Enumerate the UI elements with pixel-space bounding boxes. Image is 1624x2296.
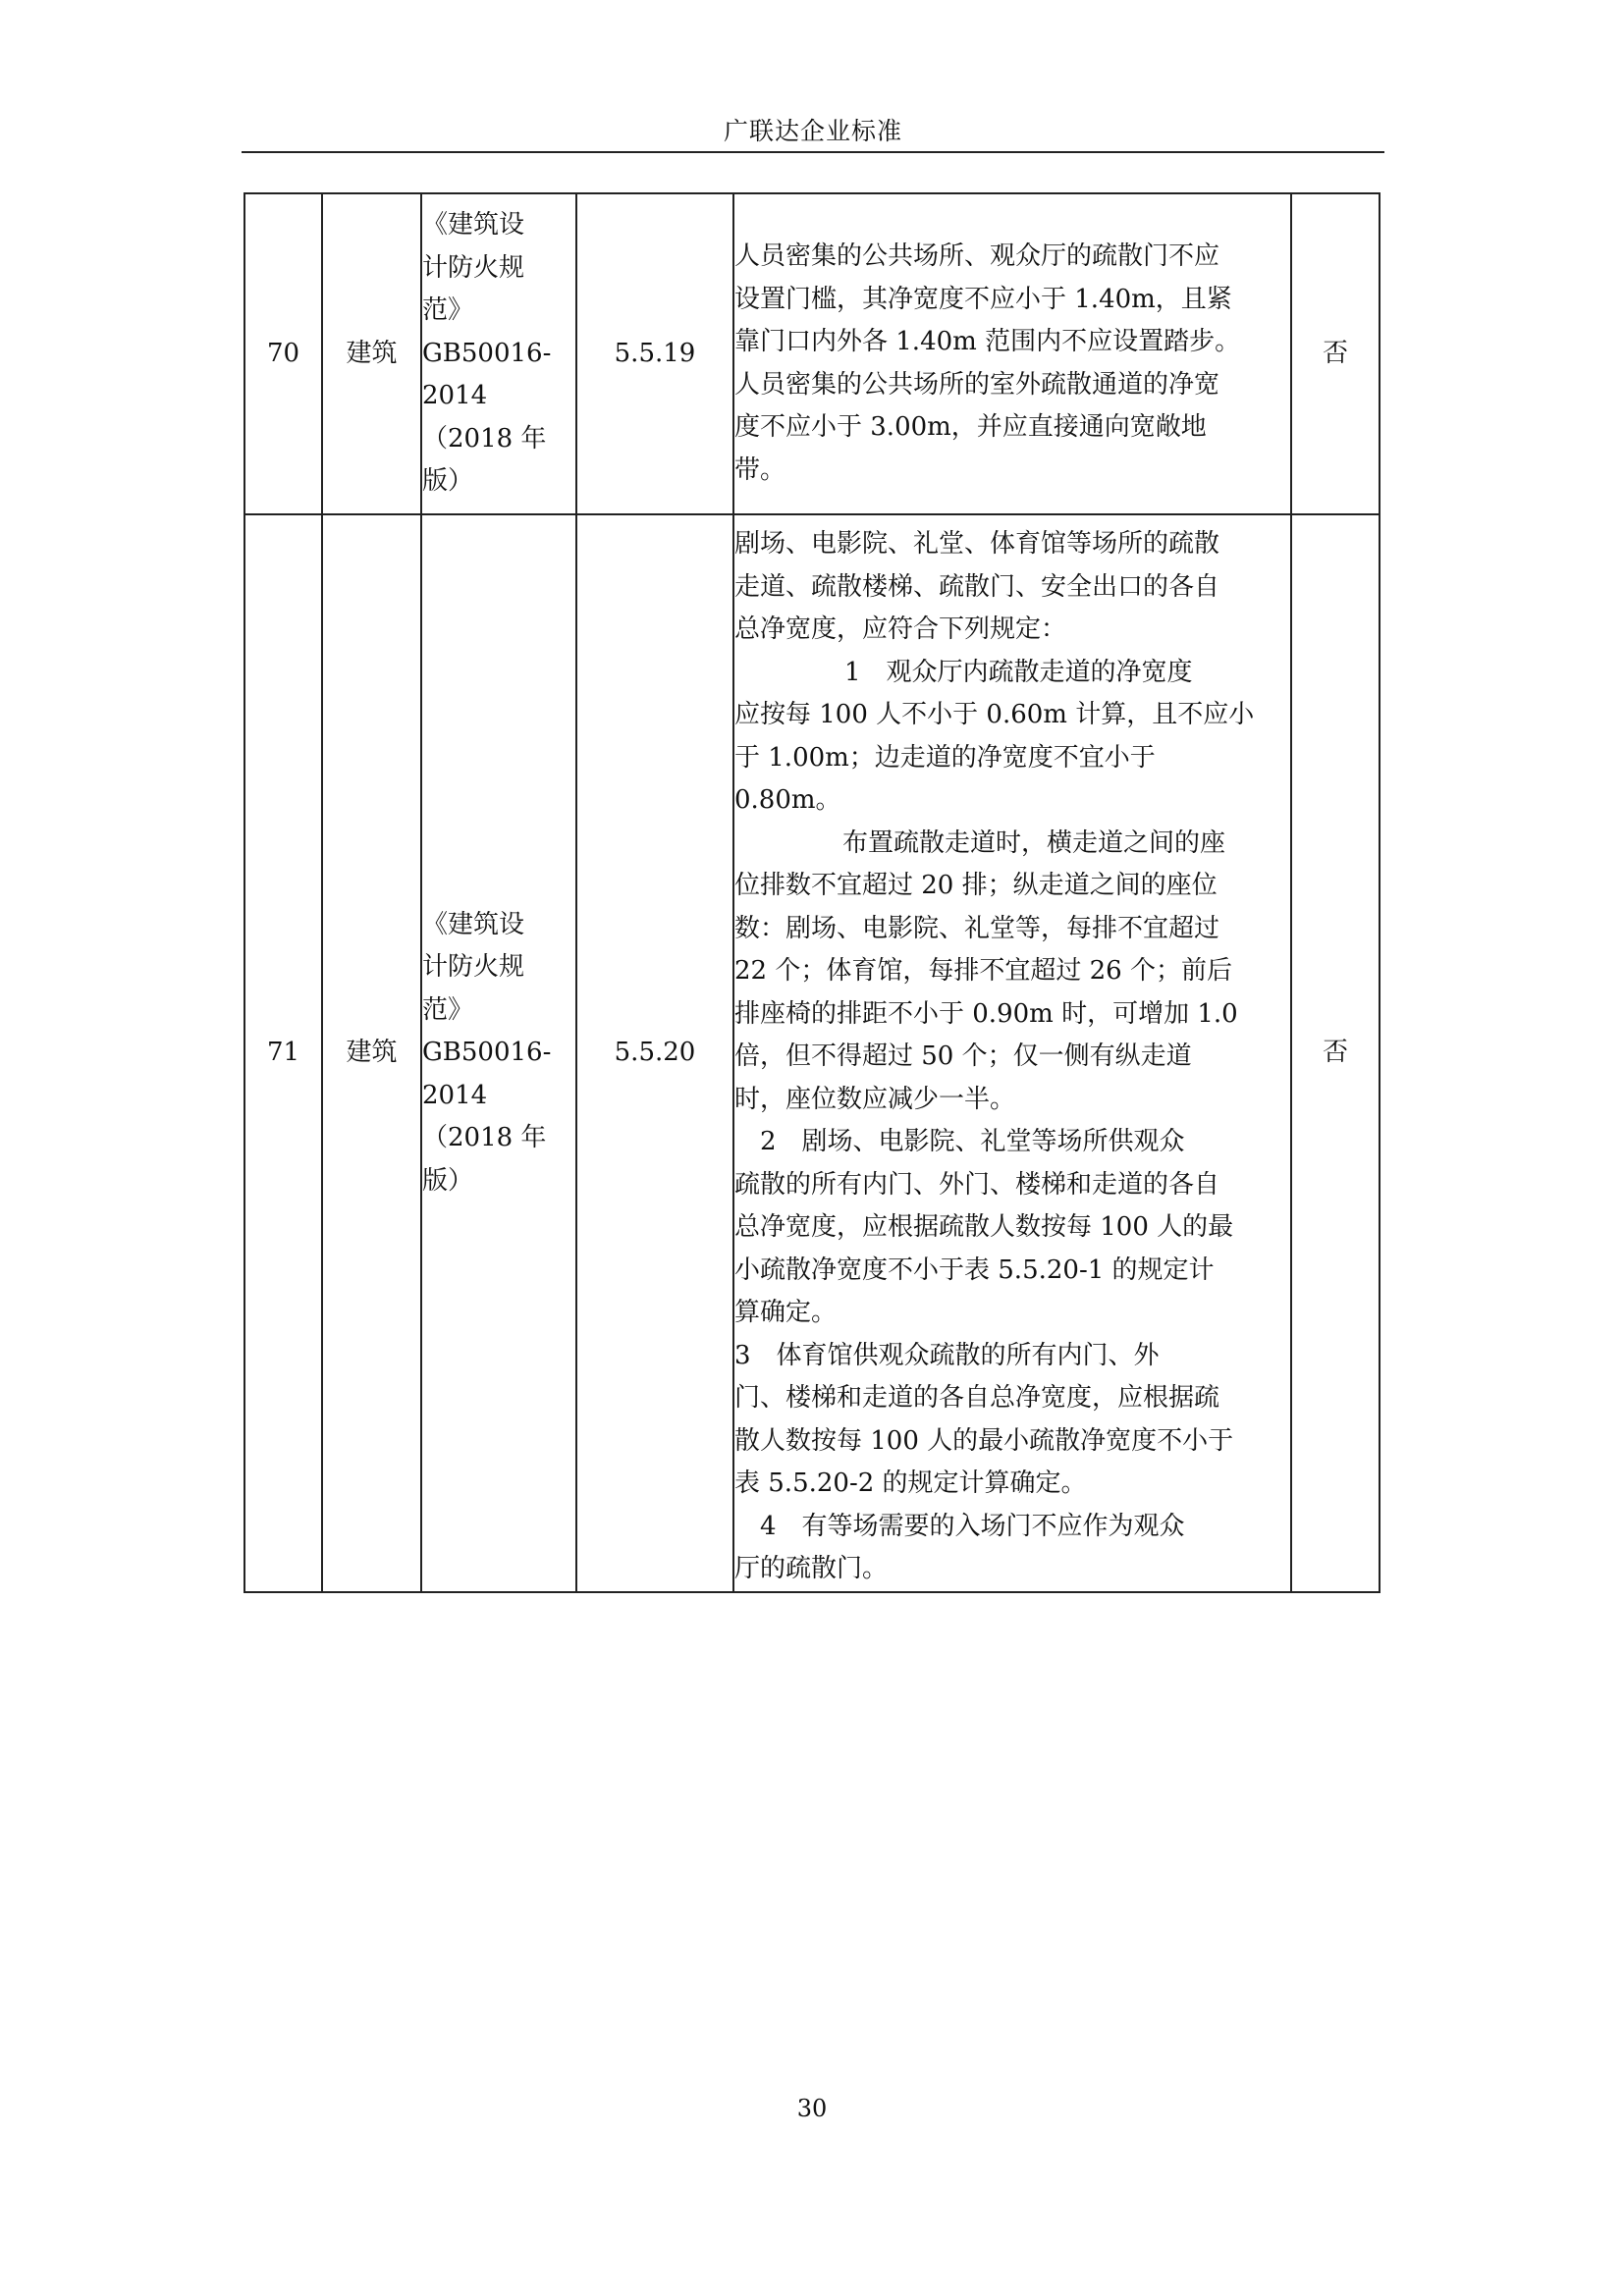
row-category: 建筑 xyxy=(322,514,421,1592)
row-clause: 5.5.19 xyxy=(576,193,733,514)
content-line: 22 个；体育馆，每排不宜超过 26 个；前后 xyxy=(734,956,1232,986)
content-line: 位排数不宜超过 20 排；纵走道之间的座位 xyxy=(734,871,1218,900)
standard-line: 《建筑设 xyxy=(422,210,525,240)
content-line: 人员密集的公共场所的室外疏散通道的净宽 xyxy=(734,369,1220,400)
content-line: 表 5.5.20-2 的规定计算确定。 xyxy=(734,1468,1087,1498)
standard-line: 2014 xyxy=(422,381,488,411)
standard-line: 计防火规 xyxy=(422,252,525,283)
content-line: 走道、疏散楼梯、疏散门、安全出口的各自 xyxy=(734,571,1220,602)
standard-line: 《建筑设 xyxy=(422,909,525,939)
content-line: 疏散的所有内门、外门、楼梯和走道的各自 xyxy=(734,1169,1220,1200)
row-compliance: 否 xyxy=(1291,514,1380,1592)
standards-table xyxy=(244,192,1380,1593)
content-line: 应按每 100 人不小于 0.60m 计算，且不应小 xyxy=(734,700,1255,729)
content-line: 小疏散净宽度不小于表 5.5.20-1 的规定计 xyxy=(734,1255,1215,1285)
content-line: 于 1.00m；边走道的净宽度不宜小于 xyxy=(734,742,1156,773)
standard-line: 计防火规 xyxy=(422,952,525,982)
content-line: 1 观众厅内疏散走道的净宽度 xyxy=(844,657,1193,687)
row-number: 71 xyxy=(244,514,322,1592)
row-standard xyxy=(421,193,576,514)
standard-line: 版） xyxy=(422,1165,474,1196)
table-row xyxy=(244,193,1380,514)
row-number: 70 xyxy=(244,193,322,514)
content-line: 散人数按每 100 人的最小疏散净宽度不小于 xyxy=(734,1425,1234,1456)
content-line: 数：剧场、电影院、礼堂等，每排不宜超过 xyxy=(734,913,1220,943)
header-title: 广联达企业标准 xyxy=(723,117,902,145)
content-line: 人员密集的公共场所、观众厅的疏散门不应 xyxy=(734,241,1220,271)
content-line: 算确定。 xyxy=(734,1298,838,1327)
content-line: 度不应小于 3.00m，并应直接通向宽敞地 xyxy=(734,412,1207,442)
content-line: 时，座位数应减少一半。 xyxy=(734,1084,1016,1114)
table-row xyxy=(244,514,1380,1592)
standard-line: （2018 年 xyxy=(422,423,547,454)
content-line: 0.80m。 xyxy=(734,785,841,815)
row-content xyxy=(733,514,1291,1592)
row-category: 建筑 xyxy=(322,193,421,514)
content-line: 厅的疏散门。 xyxy=(734,1554,889,1583)
content-line: 倍，但不得超过 50 个；仅一侧有纵走道 xyxy=(734,1041,1192,1071)
content-line: 布置疏散走道时，横走道之间的座 xyxy=(842,828,1226,858)
row-clause: 5.5.20 xyxy=(576,514,733,1592)
page-number: 30 xyxy=(796,2095,828,2122)
row-compliance: 否 xyxy=(1291,193,1380,514)
content-line: 剧场、电影院、礼堂、体育馆等场所的疏散 xyxy=(734,529,1220,559)
content-line: 总净宽度，应根据疏散人数按每 100 人的最 xyxy=(734,1212,1234,1242)
standard-line: （2018 年 xyxy=(422,1123,547,1152)
standard-line: 范》 xyxy=(422,295,474,326)
content-line: 3 体育馆供观众疏散的所有内门、外 xyxy=(734,1340,1160,1370)
standard-line: 范》 xyxy=(422,994,474,1025)
content-line: 2 剧场、电影院、礼堂等场所供观众 xyxy=(760,1127,1185,1156)
content-line: 设置门槛，其净宽度不应小于 1.40m，且紧 xyxy=(734,284,1232,314)
standard-line: 2014 xyxy=(422,1080,488,1110)
content-line: 靠门口内外各 1.40m 范围内不应设置踏步。 xyxy=(734,327,1241,356)
content-line: 4 有等场需要的入场门不应作为观众 xyxy=(760,1511,1185,1541)
row-content xyxy=(733,193,1291,514)
header-divider xyxy=(242,151,1384,153)
content-line: 带。 xyxy=(734,454,786,485)
content-line: 排座椅的排距不小于 0.90m 时，可增加 1.0 xyxy=(734,998,1238,1029)
standard-line: GB50016- xyxy=(422,1038,552,1067)
standard-line: GB50016- xyxy=(422,338,552,368)
row-standard xyxy=(421,514,576,1592)
standard-line: 版） xyxy=(422,466,474,497)
content-line: 总净宽度，应符合下列规定： xyxy=(734,614,1067,644)
content-line: 门、楼梯和走道的各自总净宽度，应根据疏 xyxy=(734,1383,1220,1413)
